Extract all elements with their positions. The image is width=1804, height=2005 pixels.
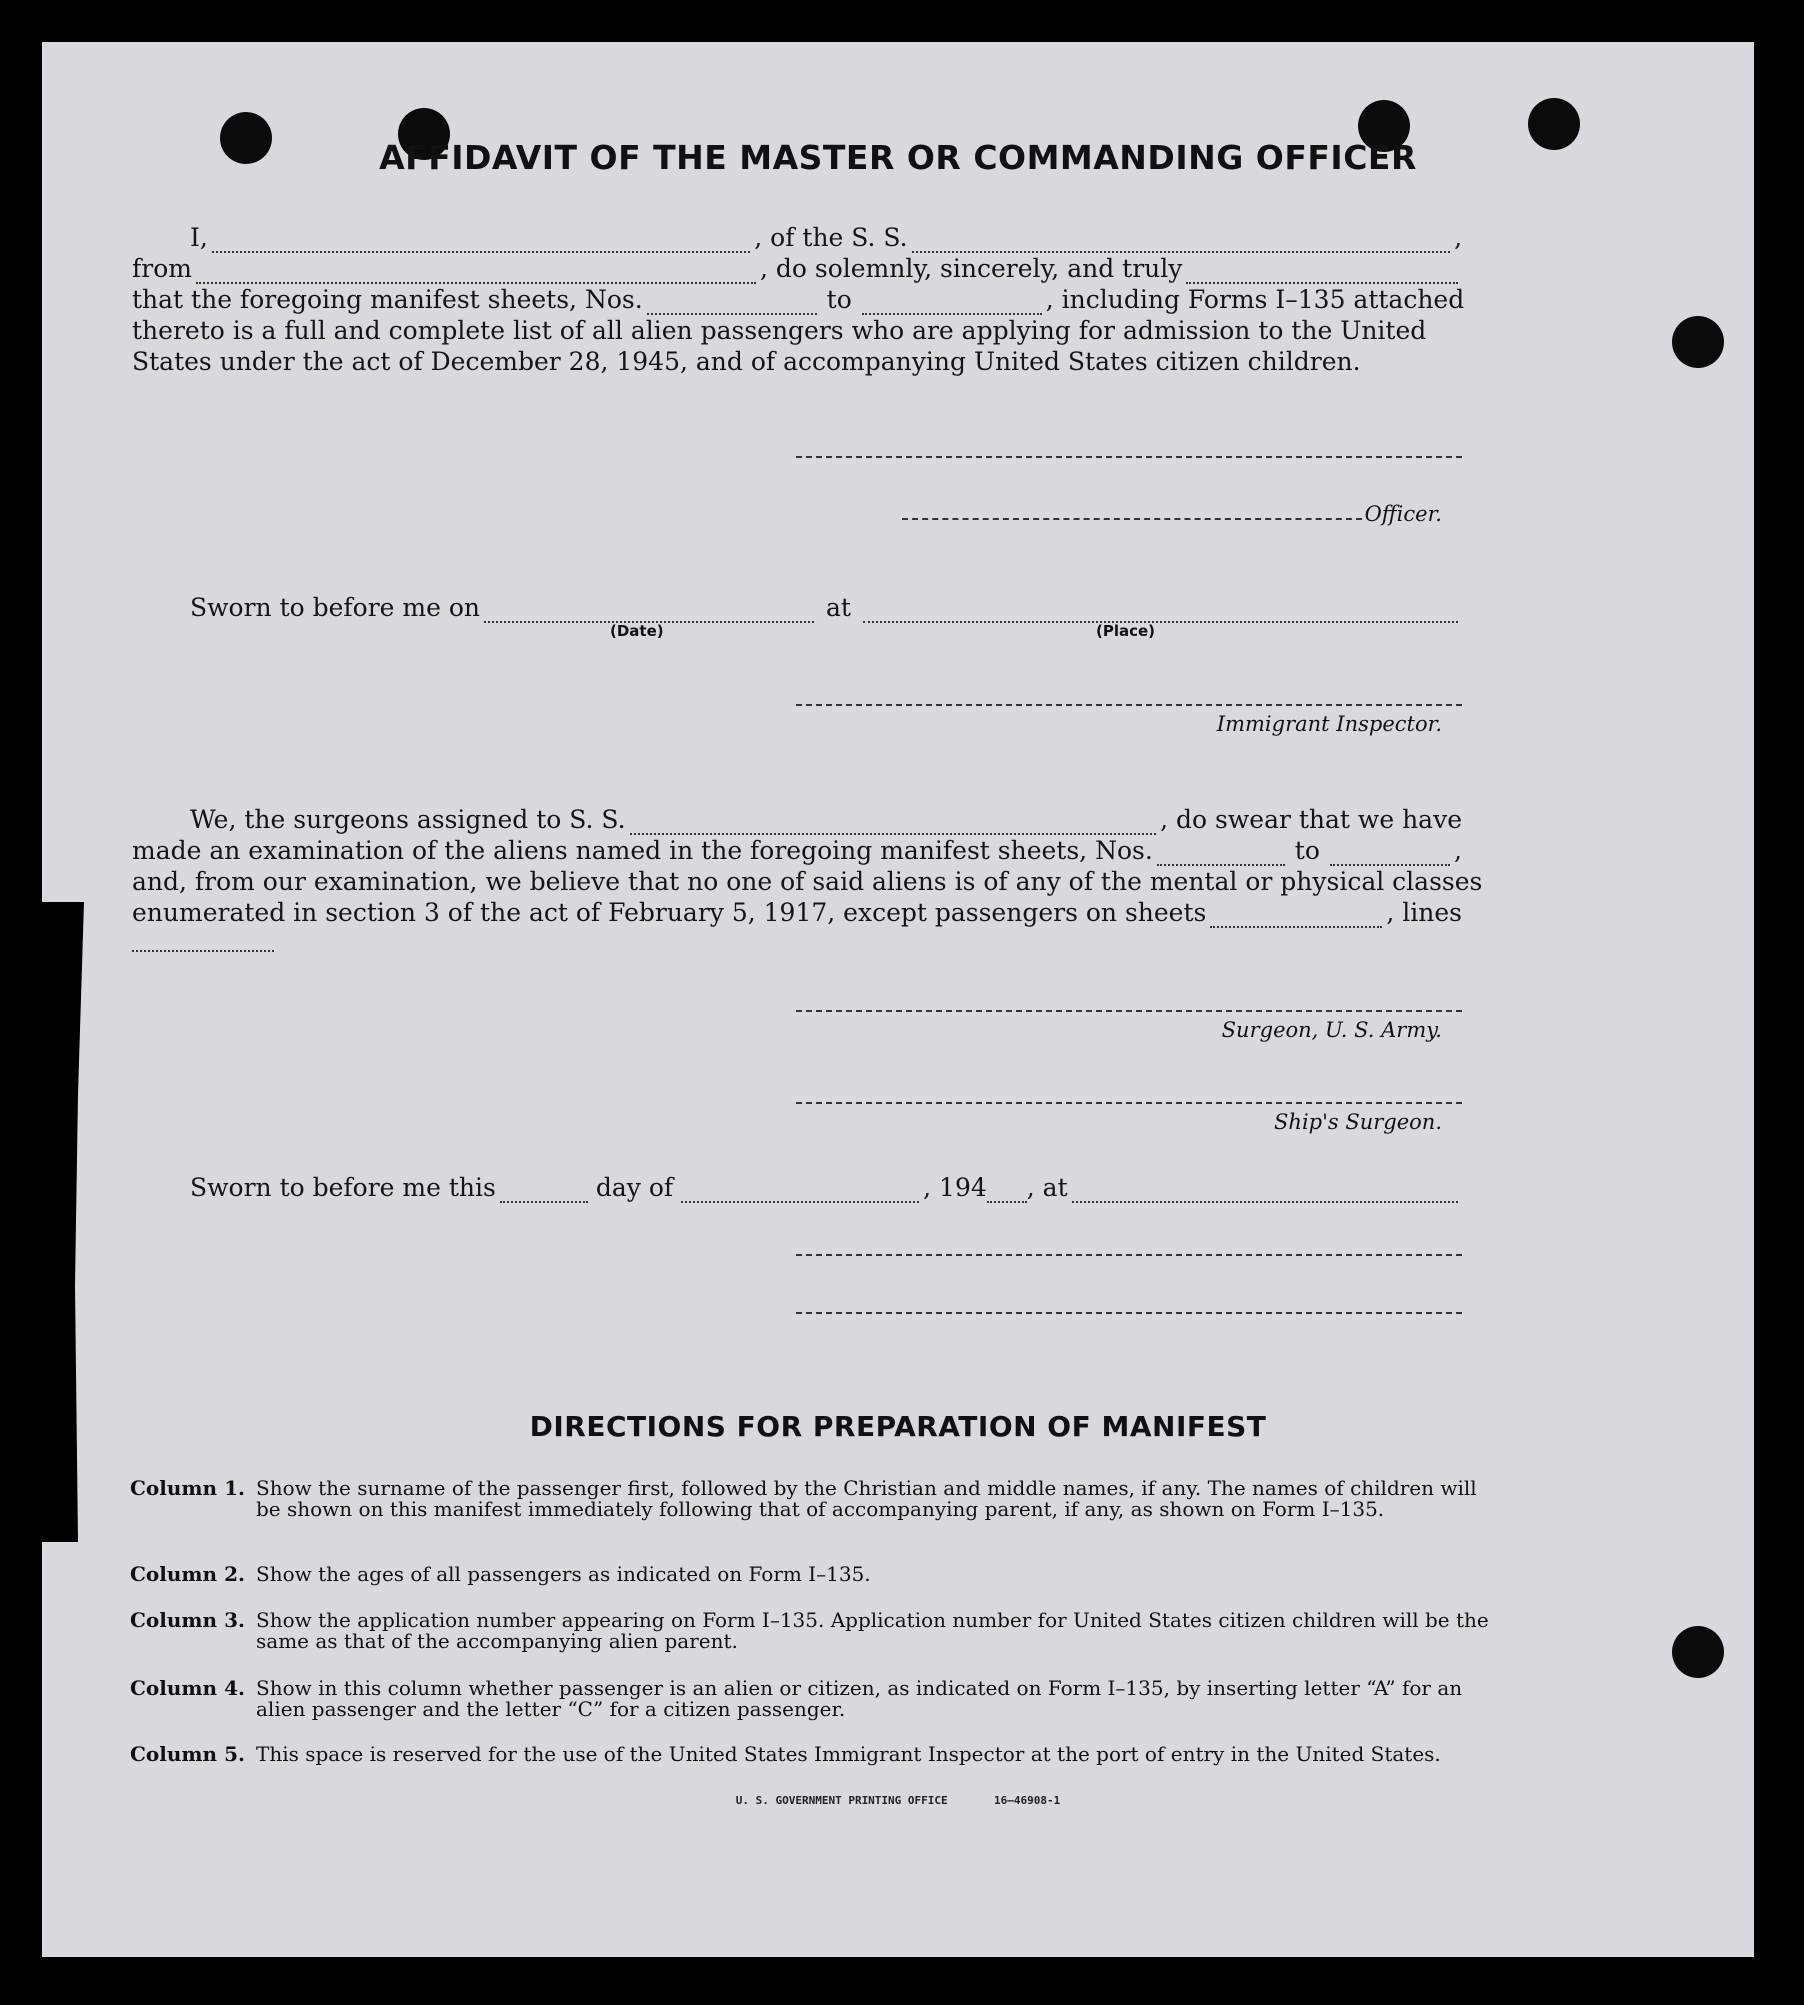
text-comma: ,: [1454, 223, 1463, 252]
date-label: (Date): [610, 622, 664, 640]
affidavit-title: AFFIDAVIT OF THE MASTER OR COMMANDING OFFICER: [379, 138, 1417, 177]
sworn-before-inspector: [132, 592, 1462, 623]
text-made-exam: made an examination of the aliens named in the foregoing manifest sheets, Nos.: [132, 836, 1153, 865]
text-day-of: day of: [595, 1173, 674, 1202]
ship-surgeon-signature-line[interactable]: [796, 1102, 1462, 1104]
surgeon-ship-field[interactable]: [630, 811, 1157, 835]
text-at: at: [826, 593, 851, 622]
text-year: , 194: [923, 1173, 987, 1202]
text-comma: ,: [1454, 836, 1462, 865]
army-surgeon-signature-line[interactable]: [796, 1010, 1462, 1012]
sheet-from-field[interactable]: [647, 291, 817, 315]
text-solemnly: , do solemnly, sincerely, and truly: [759, 254, 1183, 283]
text-at: , at: [1026, 1173, 1068, 1202]
master-name-field[interactable]: [212, 229, 750, 253]
text-line5: States under the act of December 28, 1945, and of accompanying United States citizen children.: [132, 347, 1361, 376]
text-enumerated: enumerated in section 3 of the act of February 5, 1917, except passengers on sheets: [132, 898, 1207, 927]
ship-surgeon-label: Ship's Surgeon.: [1274, 1110, 1442, 1134]
sworn-place-field[interactable]: [863, 599, 1458, 623]
sheet-to-field[interactable]: [862, 291, 1042, 315]
except-lines-field[interactable]: [132, 928, 274, 952]
sworn2-place-field[interactable]: [1072, 1179, 1458, 1203]
punch-hole: [1672, 316, 1724, 368]
direction-column-label: Column 4.: [130, 1676, 245, 1700]
text-sworn-on: Sworn to before me on: [190, 593, 481, 622]
direction-text: Show the ages of all passengers as indicated on Form I–135.: [256, 1562, 871, 1586]
inspector-label: Immigrant Inspector.: [1216, 712, 1442, 736]
direction-text: Show in this column whether passenger is an alien or citizen, as indicated on Form I–135, by inserting letter “A” for an alien passenger and the letter “C” for a citizen passenger.: [256, 1676, 1463, 1721]
army-surgeon-label: Surgeon, U. S. Army.: [1221, 1018, 1442, 1042]
officer-signature-line-2[interactable]: [902, 518, 1362, 520]
text-i: I,: [190, 223, 208, 252]
text-line4: thereto is a full and complete list of all alien passengers who are applying for admission to the United: [132, 316, 1427, 345]
directions-title: DIRECTIONS FOR PREPARATION OF MANIFEST: [529, 1410, 1267, 1443]
officer-signature-line-1[interactable]: [796, 456, 1462, 458]
exam-sheet-from-field[interactable]: [1157, 842, 1285, 866]
official-signature-line-2[interactable]: [796, 1312, 1462, 1314]
ship-name-field[interactable]: [912, 229, 1450, 253]
sworn-year-field[interactable]: [987, 1179, 1027, 1203]
from-port-field[interactable]: [196, 260, 756, 284]
printer-footer: [42, 1794, 1754, 1807]
text-to: to: [1294, 836, 1320, 865]
direction-column-label: Column 3.: [130, 1608, 245, 1632]
punch-hole: [1672, 1626, 1724, 1678]
text-from: from: [132, 254, 192, 283]
direction-column-label: Column 2.: [130, 1562, 245, 1586]
form-page: [42, 42, 1754, 1957]
sworn-before-this-day: [132, 1172, 1462, 1203]
text-manifest-sheets: that the foregoing manifest sheets, Nos.: [132, 285, 643, 314]
direction-column-2: [130, 1564, 1505, 1585]
officer-label: Officer.: [1364, 502, 1442, 526]
except-sheets-field[interactable]: [1210, 904, 1382, 928]
official-signature-line-1[interactable]: [796, 1254, 1462, 1256]
direction-text: This space is reserved for the use of the United States Immigrant Inspector at the port of entry in the United States.: [256, 1742, 1441, 1766]
text-including: , including Forms I–135 attached: [1045, 285, 1465, 314]
text-of-ss: , of the S. S.: [754, 223, 908, 252]
text-sworn-this: Sworn to before me this: [190, 1173, 496, 1202]
torn-edge: [42, 902, 102, 1542]
direction-column-label: Column 5.: [130, 1742, 245, 1766]
surgeons-paragraph: [132, 804, 1483, 952]
place-label: (Place): [1096, 622, 1156, 640]
direction-column-5: [130, 1744, 1505, 1765]
text-to: to: [826, 285, 852, 314]
inspector-signature-line[interactable]: [796, 704, 1462, 706]
direction-column-3: [130, 1610, 1505, 1652]
sworn-month-field[interactable]: [681, 1179, 919, 1203]
direction-column-1: [130, 1478, 1505, 1520]
direction-text: Show the surname of the passenger first, followed by the Christian and middle names, if any. The names of children will be shown on this manifest immediately following that of accompanying parent, if any, as shown on Form I–135.: [256, 1476, 1477, 1521]
text-line3: and, from our examination, we believe that no one of said aliens is of any of the mental or physical classes: [132, 867, 1483, 896]
form-code: 16—46908-1: [994, 1794, 1061, 1807]
printer-name: U. S. GOVERNMENT PRINTING OFFICE: [735, 1794, 948, 1807]
exam-sheet-to-field[interactable]: [1330, 842, 1450, 866]
sworn-day-field[interactable]: [500, 1179, 588, 1203]
text-swear: , do swear that we have: [1160, 805, 1462, 834]
declare-field[interactable]: [1186, 260, 1458, 284]
text-lines: , lines: [1386, 898, 1462, 927]
sworn-date-field[interactable]: [484, 599, 814, 623]
direction-column-4: [130, 1678, 1505, 1720]
text-surgeons: We, the surgeons assigned to S. S.: [190, 805, 626, 834]
direction-column-label: Column 1.: [130, 1476, 245, 1500]
direction-text: Show the application number appearing on Form I–135. Application number for United States citizen children will be the same as that of the accompanying alien parent.: [256, 1608, 1489, 1653]
master-affidavit-paragraph: [132, 222, 1465, 377]
